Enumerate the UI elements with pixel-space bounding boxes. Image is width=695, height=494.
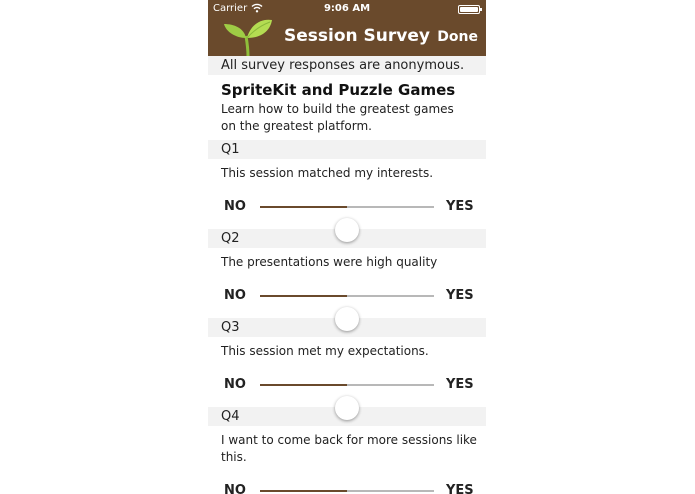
no-label: NO <box>224 199 246 214</box>
question-text: I want to come back for more sessions like this. <box>221 433 477 464</box>
survey-screen <box>208 0 486 494</box>
page-title: Session Survey <box>284 26 430 46</box>
rating-slider[interactable] <box>260 295 434 297</box>
question-4 <box>208 407 486 494</box>
sprout-icon <box>222 16 274 56</box>
question-3 <box>208 318 486 407</box>
question-label: Q3 <box>208 318 486 337</box>
slider-thumb[interactable] <box>335 307 359 331</box>
slider-fill <box>260 295 347 297</box>
slider-fill <box>260 490 347 492</box>
slider-thumb[interactable] <box>335 396 359 420</box>
question-text: This session met my expectations. <box>221 344 429 358</box>
yes-label: YES <box>446 377 474 392</box>
yes-label: YES <box>446 288 474 303</box>
session-description: Learn how to build the greatest games on the greatest platform. <box>221 102 454 133</box>
question-1 <box>208 140 486 229</box>
question-text: The presentations were high quality <box>221 255 438 269</box>
session-title: SpriteKit and Puzzle Games <box>221 81 456 99</box>
yes-label: YES <box>446 199 474 214</box>
question-label: Q2 <box>208 229 486 248</box>
done-button[interactable]: Done <box>437 29 478 45</box>
question-label: Q1 <box>208 140 486 159</box>
battery-icon <box>458 5 480 14</box>
clock: 9:06 AM <box>323 3 371 14</box>
no-label: NO <box>224 377 246 392</box>
anonymous-notice: All survey responses are anonymous. <box>208 56 486 75</box>
navigation-bar <box>208 0 486 56</box>
question-text: This session matched my interests. <box>221 166 434 180</box>
no-label: NO <box>224 483 246 494</box>
rating-slider[interactable] <box>260 384 434 386</box>
question-2 <box>208 229 486 318</box>
rating-slider-row <box>208 360 486 407</box>
carrier-label: Carrier <box>213 3 248 14</box>
no-label: NO <box>224 288 246 303</box>
rating-slider[interactable] <box>260 490 434 492</box>
yes-label: YES <box>446 483 474 494</box>
survey-content <box>208 56 486 494</box>
slider-fill <box>260 206 347 208</box>
rating-slider-row <box>208 466 486 494</box>
question-label: Q4 <box>208 407 486 426</box>
rating-slider-row <box>208 271 486 318</box>
rating-slider[interactable] <box>260 206 434 208</box>
slider-thumb[interactable] <box>335 218 359 242</box>
slider-fill <box>260 384 347 386</box>
rating-slider-row <box>208 182 486 229</box>
